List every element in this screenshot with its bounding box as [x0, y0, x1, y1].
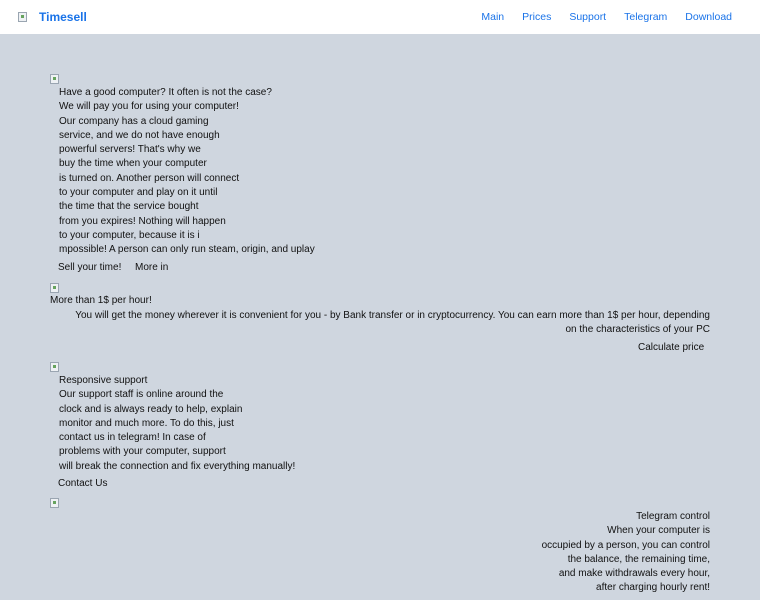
- support-title: Responsive support: [59, 375, 148, 386]
- calculate-price-button[interactable]: Calculate price: [638, 342, 705, 353]
- brand[interactable]: [18, 10, 87, 24]
- intro-image-icon: [50, 74, 59, 84]
- nav-link-prices[interactable]: Prices: [522, 11, 552, 23]
- sell-your-time-button[interactable]: Sell your time!: [58, 262, 122, 273]
- support-line: will break the connection and fix everything manually!: [59, 460, 296, 472]
- support-line: monitor and much more. To do this, just: [59, 417, 234, 429]
- contact-us-button[interactable]: Contact Us: [58, 478, 108, 489]
- telegram-line: after charging hourly rent!: [596, 582, 710, 594]
- earn-line: on the characteristics of your PC: [565, 324, 710, 336]
- nav-link-download[interactable]: Download: [685, 11, 732, 23]
- nav-link-support[interactable]: Support: [569, 11, 607, 23]
- telegram-text: [450, 510, 710, 596]
- telegram-image-icon: [50, 498, 59, 508]
- support-line: problems with your computer, support: [59, 446, 226, 458]
- brand-name[interactable]: Timesell: [39, 10, 87, 24]
- intro-text: [59, 86, 315, 258]
- intro-line: Have a good computer? It often is not the case?: [59, 87, 272, 98]
- earn-image-icon: [50, 283, 59, 293]
- support-line: contact us in telegram! In case of: [59, 432, 206, 444]
- more-info-button[interactable]: More in: [135, 262, 169, 273]
- intro-line: to your computer, because it is i: [59, 229, 200, 241]
- telegram-line: the balance, the remaining time,: [567, 553, 710, 565]
- intro-line: the time that the service bought: [59, 201, 199, 213]
- support-line: Our support staff is online around the: [59, 389, 224, 401]
- top-navbar: [0, 0, 760, 34]
- intro-line: buy the time when your computer: [59, 158, 207, 170]
- telegram-title: Telegram control: [636, 511, 710, 522]
- telegram-line: and make withdrawals every hour,: [558, 568, 710, 580]
- support-line: clock and is always ready to help, explain: [59, 403, 243, 415]
- telegram-line: occupied by a person, you can control: [541, 539, 710, 551]
- intro-line: service, and we do not have enough: [59, 129, 220, 141]
- nav-link-telegram[interactable]: Telegram: [624, 11, 668, 23]
- intro-line: mpossible! A person can only run steam, origin, and uplay: [59, 244, 315, 256]
- support-image-icon: [50, 362, 59, 372]
- support-text: [59, 374, 295, 474]
- intro-line: We will pay you for using your computer!: [59, 101, 239, 113]
- intro-line: powerful servers! That's why we: [59, 144, 201, 156]
- logo-image-icon: [18, 12, 27, 22]
- intro-line: Our company has a cloud gaming: [59, 115, 209, 127]
- intro-line: from you expires! Nothing will happen: [59, 215, 226, 227]
- earn-description: [50, 309, 710, 338]
- earn-title: More than 1$ per hour!: [50, 295, 152, 306]
- intro-line: is turned on. Another person will connect: [59, 172, 240, 184]
- intro-line: to your computer and play on it until: [59, 187, 218, 199]
- main-nav: [463, 11, 732, 23]
- nav-link-main[interactable]: Main: [481, 11, 505, 23]
- telegram-line: When your computer is: [607, 525, 710, 537]
- earn-line: You will get the money wherever it is convenient for you - by Bank transfer or in cryptocurrency. You can earn more than 1$ per hour, depending: [75, 310, 710, 321]
